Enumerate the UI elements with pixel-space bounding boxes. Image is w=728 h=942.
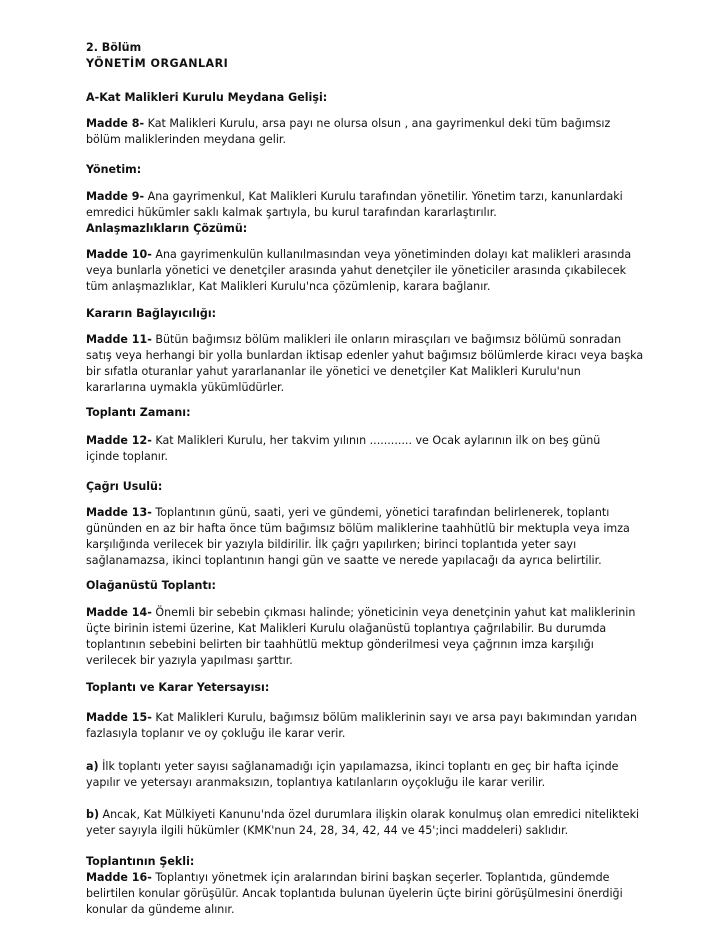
chapter-title: YÖNETİM ORGANLARI: [86, 57, 229, 70]
article-text: konular da gündeme alınır.: [86, 903, 235, 916]
article-text: kararlarına uymakla yükümlüdürler.: [86, 381, 285, 394]
article-text: Bütün bağımsız bölüm malikleri ile onların mirasçıları ve bağımsız bölümü sonradan: [151, 333, 622, 346]
article-text: Ancak, Kat Mülkiyeti Kanunu'nda özel durumlara ilişkin olarak konulmuş olan emredici nitelikteki: [99, 808, 640, 821]
article-text: Kat Malikleri Kurulu, arsa payı ne olursa olsun , ana gayrimenkul deki tüm bağımsız: [144, 117, 611, 130]
section-heading: Toplantının Şekli:: [86, 855, 195, 868]
article-label: Madde 12-: [86, 434, 152, 447]
chapter-header: [86, 40, 228, 72]
article-text: karşılığında verilecek bir yazıyla bildirilir. İlk çağrı yapılırken; birinci toplantıda yeter sayı: [86, 538, 577, 551]
article-11: [86, 332, 643, 396]
section-heading: Toplantı Zamanı:: [86, 406, 191, 419]
article-text: satış veya herhangi bir yolla bunlardan iktisap edenler yahut bağımsız bölümlerde kiracı veya başka: [86, 349, 644, 362]
section-heading: A-Kat Malikleri Kurulu Meydana Gelişi:: [86, 91, 328, 104]
article-text: sağlanamazsa, ikinci toplantının hangi gün ve saatte ve nerede yapılacağı da ayrıca belirtilir.: [86, 554, 602, 567]
article-text: verilecek bir yazıyla yapılması şarttır.: [86, 654, 293, 667]
section-heading: Çağrı Usulü:: [86, 480, 163, 493]
article-text: Ana gayrimenkulün kullanılmasından veya yönetiminden dolayı kat malikleri arasında: [151, 248, 632, 261]
chapter-number: 2. Bölüm: [86, 41, 142, 54]
article-label: Madde 11-: [86, 333, 152, 346]
article-label: Madde 15-: [86, 711, 152, 724]
item-label: a): [86, 760, 99, 773]
article-text: emredici hükümler saklı kalmak şartıyla, bu kurul tarafından kararlaştırılır.: [86, 206, 497, 219]
article-text: Ana gayrimenkul, Kat Malikleri Kurulu tarafından yönetilir. Yönetim tarzı, kanunlardaki: [144, 190, 623, 203]
article-12: [86, 433, 600, 465]
article-text: belirtilen konular görüşülür. Ancak toplantıda bulunan üyelerin üçte birini görüşülmesini önerdiği: [86, 887, 623, 900]
article-text: veya bunlarla yönetici ve denetçiler arasında yahut denetçiler ile yöneticiler arasında çıkabilecek: [86, 264, 627, 277]
section-heading: Yönetim:: [86, 163, 142, 176]
article-15-a: [86, 759, 619, 791]
article-text: üçte birinin istemi üzerine, Kat Malikleri Kurulu olağanüstü toplantıya çağrılabilir. Bu durumda: [86, 622, 607, 635]
article-text: toplantının sebebini belirten bir taahhütlü mektup gönderilmesi veya çağrının imza karşılığı: [86, 638, 594, 651]
article-text: tüm anlaşmazlıklar, Kat Malikleri Kurulu'nca çözümlenip, karara bağlanır.: [86, 280, 491, 293]
article-text: Kat Malikleri Kurulu, bağımsız bölüm maliklerinin sayı ve arsa payı bakımından yarıdan: [151, 711, 638, 724]
article-16: [86, 854, 623, 918]
article-text: içinde toplanır.: [86, 450, 168, 463]
article-text: Toplantıyı yönetmek için aralarından birini başkan seçerler. Toplantıda, gündemde: [151, 871, 610, 884]
article-text: gününden en az bir hafta önce tüm bağımsız bölüm maliklerine taahhütlü bir mektupla veya imza: [86, 522, 630, 535]
article-label: Madde 13-: [86, 506, 152, 519]
section-heading: Olağanüstü Toplantı:: [86, 579, 216, 592]
article-text: fazlasıyla toplanır ve oy çokluğu ile karar verir.: [86, 727, 346, 740]
article-14: [86, 605, 635, 669]
section-heading: Anlaşmazlıkların Çözümü:: [86, 222, 248, 235]
article-15: [86, 710, 637, 742]
article-text: bir sıfatla oturanlar yahut yararlananlar ile yönetici ve denetçiler Kat Malikleri Kurulu'nun: [86, 365, 581, 378]
article-label: Madde 9-: [86, 190, 145, 203]
article-9: [86, 189, 623, 237]
article-text: bölüm maliklerinden meydana gelir.: [86, 133, 286, 146]
article-text: Önemli bir sebebin çıkması halinde; yöneticinin veya denetçinin yahut kat maliklerinin: [151, 606, 636, 619]
section-heading: Kararın Bağlayıcılığı:: [86, 307, 217, 320]
article-13: [86, 505, 630, 569]
article-text: Kat Malikleri Kurulu, her takvim yılının ............ ve Ocak aylarının ilk on beş günü: [151, 434, 601, 447]
article-text: Toplantının günü, saati, yeri ve gündemi, yönetici tarafından belirlenerek, toplantı: [151, 506, 610, 519]
article-label: Madde 14-: [86, 606, 152, 619]
section-heading: Toplantı ve Karar Yetersayısı:: [86, 681, 270, 694]
article-label: Madde 10-: [86, 248, 152, 261]
article-text: yapılır ve yetersayı aranmaksızın, toplantıya katılanların oyçokluğu ile karar verilir.: [86, 776, 546, 789]
article-8: [86, 116, 610, 148]
article-text: yeter sayıyla ilgili hükümler (KMK'nun 24, 28, 34, 42, 44 ve 45';inci maddeleri) saklıdır.: [86, 824, 569, 837]
article-15-b: [86, 807, 639, 839]
article-text: İlk toplantı yeter sayısı sağlanamadığı için yapılamazsa, ikinci toplantı en geç bir hafta içinde: [98, 760, 619, 773]
article-label: Madde 16-: [86, 871, 152, 884]
article-10: [86, 247, 631, 295]
item-label: b): [86, 808, 100, 821]
article-label: Madde 8-: [86, 117, 145, 130]
